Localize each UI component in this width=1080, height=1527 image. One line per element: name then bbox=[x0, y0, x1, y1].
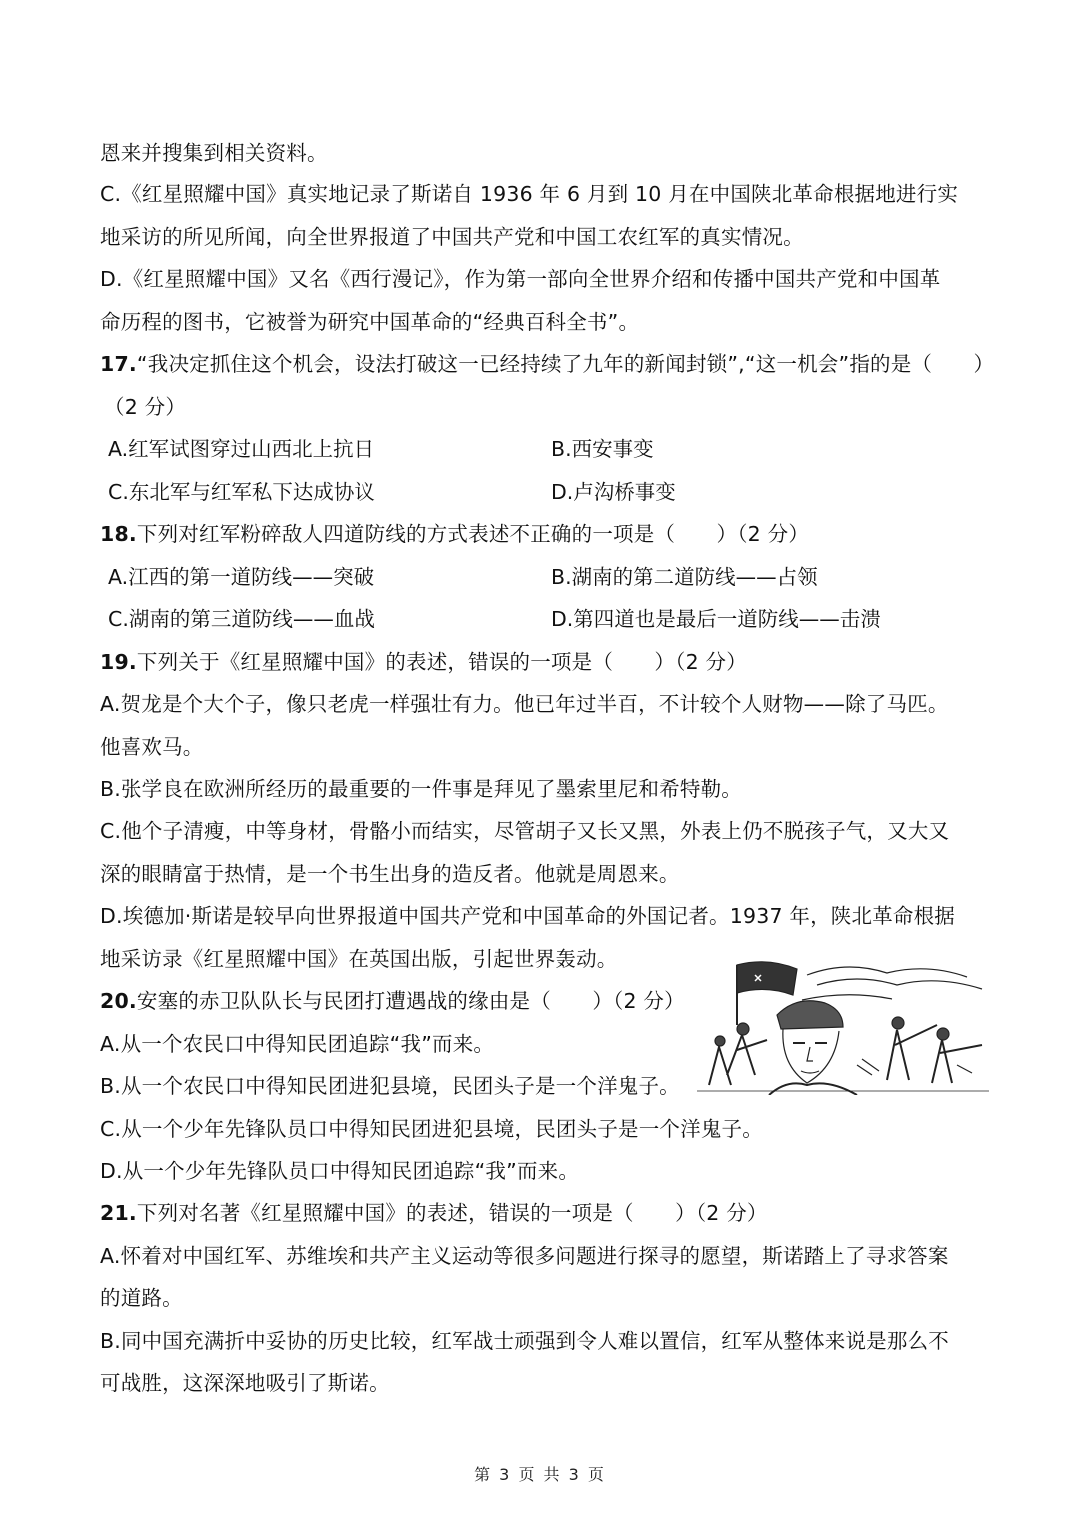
q16-option-d-line1: D.《红星照耀中国》又名《西行漫记》，作为第一部向全世界介绍和传播中国共产党和中国革 bbox=[100, 267, 941, 291]
q17-option-a: A.红军试图穿过山西北上抗日 bbox=[108, 437, 375, 461]
q20-stem bbox=[100, 986, 685, 1016]
q21-number: 21. bbox=[100, 1201, 137, 1225]
q18-option-a: A.江西的第一道防线——突破 bbox=[108, 565, 375, 589]
q21-stem bbox=[100, 1198, 768, 1228]
q17-number: 17. bbox=[100, 352, 137, 376]
q21-option-a-line2: 的道路。 bbox=[100, 1286, 183, 1310]
page-footer: 第 3 页 共 3 页 bbox=[474, 1465, 606, 1484]
q20-option-c: C.从一个少年先锋队员口中得知民团进犯县境，民团头子是一个洋鬼子。 bbox=[100, 1117, 763, 1141]
q16-option-d-line2: 命历程的图书，它被誉为研究中国革命的“经典百科全书”。 bbox=[100, 310, 640, 334]
q21-option-b-line1: B.同中国充满折中妥协的历史比较，红军战士顽强到令人难以置信，红军从整体来说是那么不 bbox=[100, 1329, 949, 1353]
q19-stem bbox=[100, 647, 747, 677]
q17-stem bbox=[100, 349, 994, 379]
q18-option-d: D.第四道也是最后一道防线——击溃 bbox=[551, 607, 881, 631]
q16-option-c-line2: 地采访的所见所闻，向全世界报道了中国共产党和中国工农红军的真实情况。 bbox=[100, 225, 804, 249]
q19-option-c-line2: 深的眼睛富于热情，是一个书生出身的造反者。他就是周恩来。 bbox=[100, 862, 680, 886]
q19-number: 19. bbox=[100, 650, 137, 674]
q17-option-b: B.西安事变 bbox=[551, 437, 654, 461]
q17-score: （2 分） bbox=[104, 395, 187, 419]
q20-option-a: A.从一个农民口中得知民团追踪“我”而来。 bbox=[100, 1032, 495, 1056]
q16-text-line: 恩来并搜集到相关资料。 bbox=[100, 141, 328, 165]
q18-option-b: B.湖南的第二道防线——占领 bbox=[551, 565, 818, 589]
q21-option-a-line1: A.怀着对中国红军、苏维埃和共产主义运动等很多问题进行探寻的愿望，斯诺踏上了寻求答案 bbox=[100, 1244, 949, 1268]
q18-number: 18. bbox=[100, 522, 137, 546]
q21-stem-text: 下列对名著《红星照耀中国》的表述，错误的一项是（ ）（2 分） bbox=[136, 1201, 768, 1225]
q18-stem bbox=[100, 519, 809, 549]
q19-option-c-line1: C.他个子清瘦，中等身材，骨骼小而结实，尽管胡子又长又黑，外表上仍不脱孩子气，又大又 bbox=[100, 819, 950, 843]
q20-option-d: D.从一个少年先锋队员口中得知民团追踪“我”而来。 bbox=[100, 1159, 580, 1183]
q19-option-d-line2: 地采访录《红星照耀中国》在英国出版，引起世界轰动。 bbox=[100, 947, 618, 971]
q19-option-d-line1: D.埃德加·斯诺是较早向世界报道中国共产党和中国革命的外国记者。1937 年，陕北革命根据 bbox=[100, 904, 956, 928]
q18-option-c: C.湖南的第三道防线——血战 bbox=[108, 607, 375, 631]
q17-stem-text: “我决定抓住这个机会，设法打破这一已经持续了九年的新闻封锁”,“这一机会”指的是（ ） bbox=[136, 352, 995, 376]
q21-option-b-line2: 可战胜，这深深地吸引了斯诺。 bbox=[100, 1371, 390, 1395]
q17-option-d: D.卢沟桥事变 bbox=[551, 480, 676, 504]
q18-stem-text: 下列对红军粉碎敌人四道防线的方式表述不正确的一项是（ ）（2 分） bbox=[136, 522, 810, 546]
q19-option-b: B.张学良在欧洲所经历的最重要的一件事是拜见了墨索里尼和希特勒。 bbox=[100, 777, 742, 801]
q16-option-c-line1: C.《红星照耀中国》真实地记录了斯诺自 1936 年 6 月到 10 月在中国陕北革命根据地进行实 bbox=[100, 182, 959, 206]
q19-option-a-line2: 他喜欢马。 bbox=[100, 735, 204, 759]
q20-stem-text: 安塞的赤卫队队长与民团打遭遇战的缘由是（ ）（2 分） bbox=[136, 989, 685, 1013]
q17-option-c: C.东北军与红军私下达成协议 bbox=[108, 480, 375, 504]
q19-stem-text: 下列关于《红星照耀中国》的表述，错误的一项是（ ）（2 分） bbox=[136, 650, 747, 674]
q19-option-a-line1: A.贺龙是个大个子，像只老虎一样强壮有力。他已年过半百，不计较个人财物——除了马匹。 bbox=[100, 692, 949, 716]
q20-number: 20. bbox=[100, 989, 137, 1013]
q20-option-b: B.从一个农民口中得知民团进犯县境，民团头子是一个洋鬼子。 bbox=[100, 1074, 680, 1098]
red-army-illustration bbox=[697, 955, 989, 1095]
